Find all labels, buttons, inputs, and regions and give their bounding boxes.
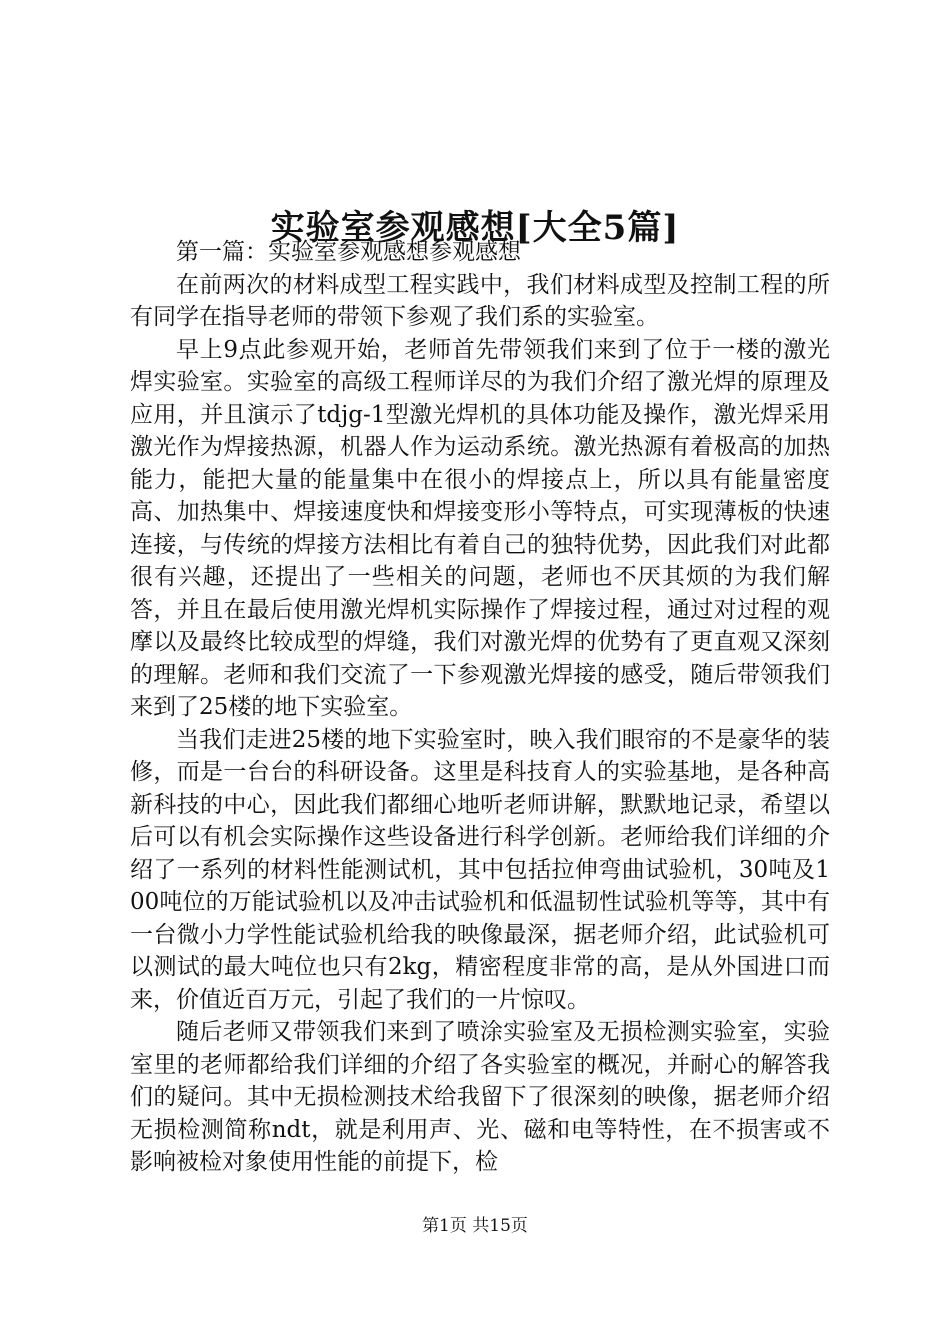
paragraph: 在前两次的材料成型工程实践中，我们材料成型及控制工程的所有同学在指导老师的带领下参观了我们系的实验室。 [130, 271, 830, 330]
document-title: 实验室参观感想[大全5篇] [270, 207, 680, 248]
paragraph: 早上9点此参观开始，老师首先带领我们来到了位于一楼的激光焊实验室。实验室的高级工程师详尽的为我们介绍了激光焊的原理及应用，并且演示了tdjg-1型激光焊机的具体功能及操作，激光焊采用激光作为焊接热源，机器人作为运动系统。激光热源有着极高的加热能力，能把大量的能量集中在很小的焊接点上，所以具有能量密度高、加热集中、焊接速度快和焊接变形小等特点，可实现薄板的快速连接，与传统的焊接方法相比有着自己的独特优势，因此我们对此都很有兴趣，还提出了一些相关的问题，老师也不厌其烦的为我们解答，并且在最后使用激光焊机实际操作了焊接过程，通过对过程的观摩以及最终比较成型的焊缝，我们对激光焊的优势有了更直观又深刻的理解。老师和我们交流了一下参观激光焊接的感受，随后带领我们来到了25楼的地下实验室。 [130, 336, 830, 720]
section-heading: 第一篇：实验室参观感想参观感想 [176, 239, 521, 265]
paragraph: 随后老师又带领我们来到了喷涂实验室及无损检测实验室，实验室里的老师都给我们详细的介绍了各实验室的概况，并耐心的解答我们的疑问。其中无损检测技术给我留下了很深刻的映像，据老师介绍无损检测简称ndt，就是利用声、光、磁和电等特性，在不损害或不影响被检对象使用性能的前提下，检 [130, 1019, 830, 1175]
document-body [130, 236, 830, 1179]
page-indicator: 第1页 共15页 [422, 1216, 528, 1236]
page-footer [0, 1214, 950, 1238]
paragraph: 当我们走进25楼的地下实验室时，映入我们眼帘的不是豪华的装修，而是一台台的科研设备。这里是科技育人的实验基地，是各种高新科技的中心，因此我们都细心地听老师讲解，默默地记录，希望以后可以有机会实际操作这些设备进行科学创新。老师给我们详细的介绍了一系列的材料性能测试机，其中包括拉伸弯曲试验机，30吨及100吨位的万能试验机以及冲击试验机和低温韧性试验机等等，其中有一台微小力学性能试验机给我的映像最深，据老师介绍，此试验机可以测试的最大吨位也只有2kg，精密程度非常的高，是从外国进口而来，价值近百万元，引起了我们的一片惊叹。 [130, 726, 830, 1013]
